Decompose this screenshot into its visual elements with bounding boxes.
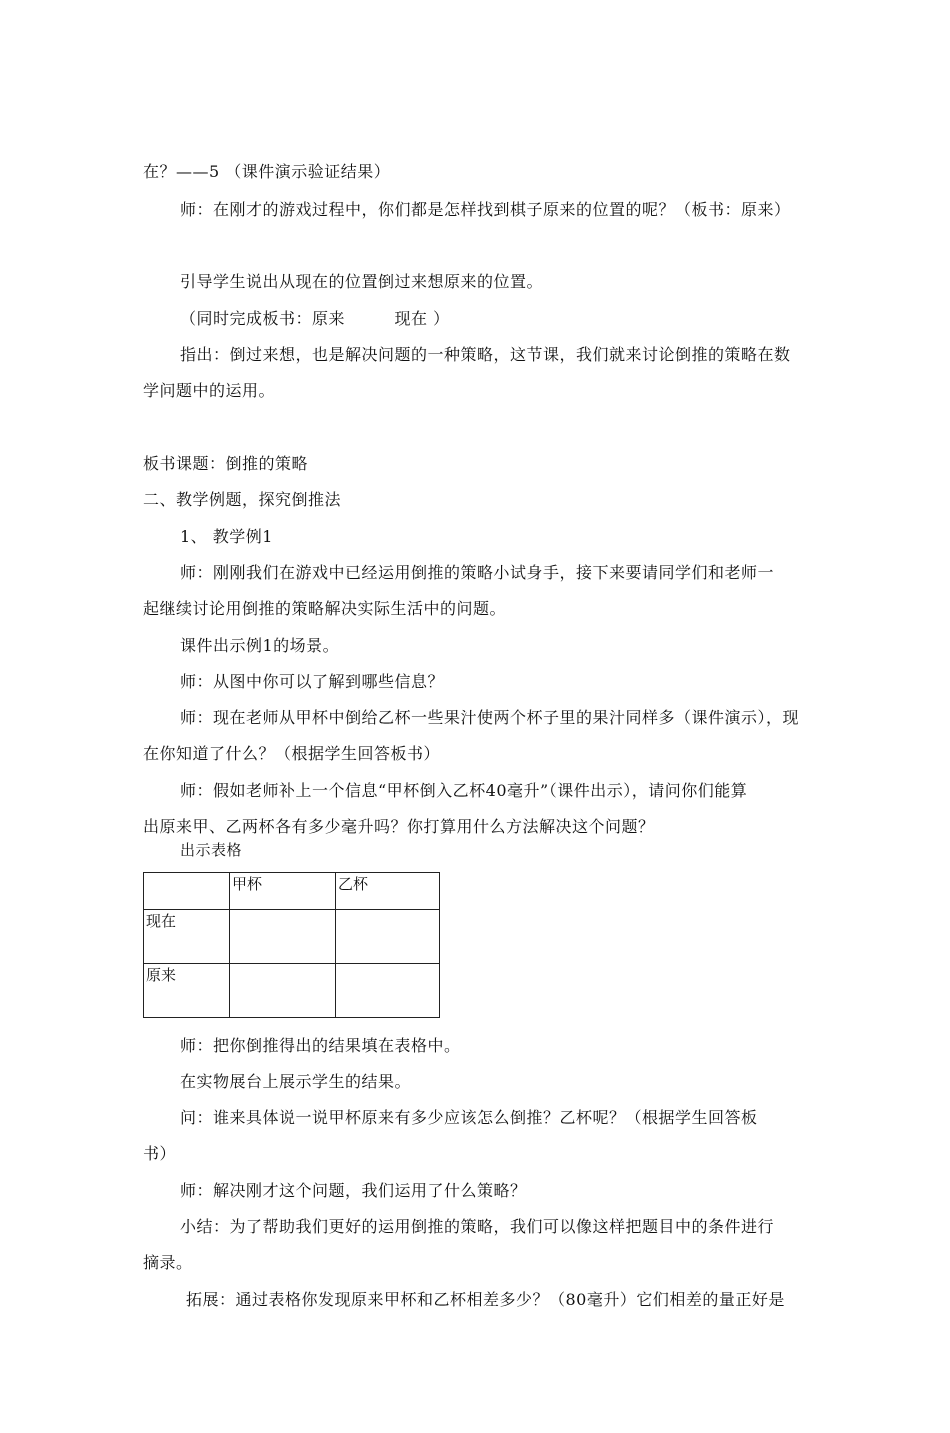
text-line: 引导学生说出从现在的位置倒过来想原来的位置。 [180, 272, 544, 291]
text-line: 摘录。 [143, 1253, 193, 1272]
text-line: 师：现在老师从甲杯中倒给乙杯一些果汁使两个杯子里的果汁同样多（课件演示），现 [180, 708, 800, 727]
table-header-cell: 甲杯 [230, 873, 336, 910]
table-header-row [144, 873, 440, 910]
text-line: （同时完成板书：原来 现在 ） [180, 309, 450, 328]
text-line: 在你知道了什么？（根据学生回答板书） [143, 744, 441, 763]
text-line: 小结：为了帮助我们更好的运用倒推的策略，我们可以像这样把题目中的条件进行 [180, 1217, 775, 1236]
text-line: 师：假如老师补上一个信息“甲杯倒入乙杯40毫升”（课件出示），请问你们能算 [180, 781, 748, 800]
text-line: 问：谁来具体说一说甲杯原来有多少应该怎么倒推？乙杯呢？（根据学生回答板 [180, 1108, 758, 1127]
table-row [144, 910, 440, 964]
table-row-label: 原来 [144, 964, 230, 1018]
text-line: 课件出示例1的场景。 [180, 636, 340, 655]
text-line: 拓展：通过表格你发现原来甲杯和乙杯相差多少？（80毫升）它们相差的量正好是 [186, 1290, 785, 1309]
text-line: 出原来甲、乙两杯各有多少毫升吗？你打算用什么方法解决这个问题？ [143, 817, 655, 836]
table-row [144, 964, 440, 1018]
text-line: 学问题中的运用。 [143, 381, 276, 400]
text-line: 起继续讨论用倒推的策略解决实际生活中的问题。 [143, 599, 507, 618]
text-line: 师：在刚才的游戏过程中，你们都是怎样找到棋子原来的位置的呢？（板书：原来） [180, 200, 791, 219]
text-line: 师：从图中你可以了解到哪些信息？ [180, 672, 445, 691]
data-table [143, 872, 440, 1018]
table-cell [230, 964, 336, 1018]
text-line: 师：把你倒推得出的结果填在表格中。 [180, 1036, 461, 1055]
text-line: 出示表格 [180, 841, 243, 859]
text-line: 指出：倒过来想，也是解决问题的一种策略，这节课，我们就来讨论倒推的策略在数 [180, 345, 791, 364]
section-heading: 二、教学例题，探究倒推法 [143, 490, 342, 509]
table-header-cell [144, 873, 230, 910]
subsection-heading: 1、 教学例1 [180, 527, 273, 546]
table-cell [230, 910, 336, 964]
text-line: 师：刚刚我们在游戏中已经运用倒推的策略小试身手，接下来要请同学们和老师一 [180, 563, 775, 582]
section-title: 板书课题：倒推的策略 [143, 454, 309, 473]
table-cell [336, 964, 440, 1018]
table-header-cell: 乙杯 [336, 873, 440, 910]
text-line: 书） [143, 1144, 177, 1163]
table-row-label: 现在 [144, 910, 230, 964]
text-line: 师：解决刚才这个问题，我们运用了什么策略？ [180, 1181, 527, 1200]
table-cell [336, 910, 440, 964]
text-line: 在？——5 （课件演示验证结果） [143, 162, 391, 181]
text-line: 在实物展台上展示学生的结果。 [180, 1072, 412, 1091]
